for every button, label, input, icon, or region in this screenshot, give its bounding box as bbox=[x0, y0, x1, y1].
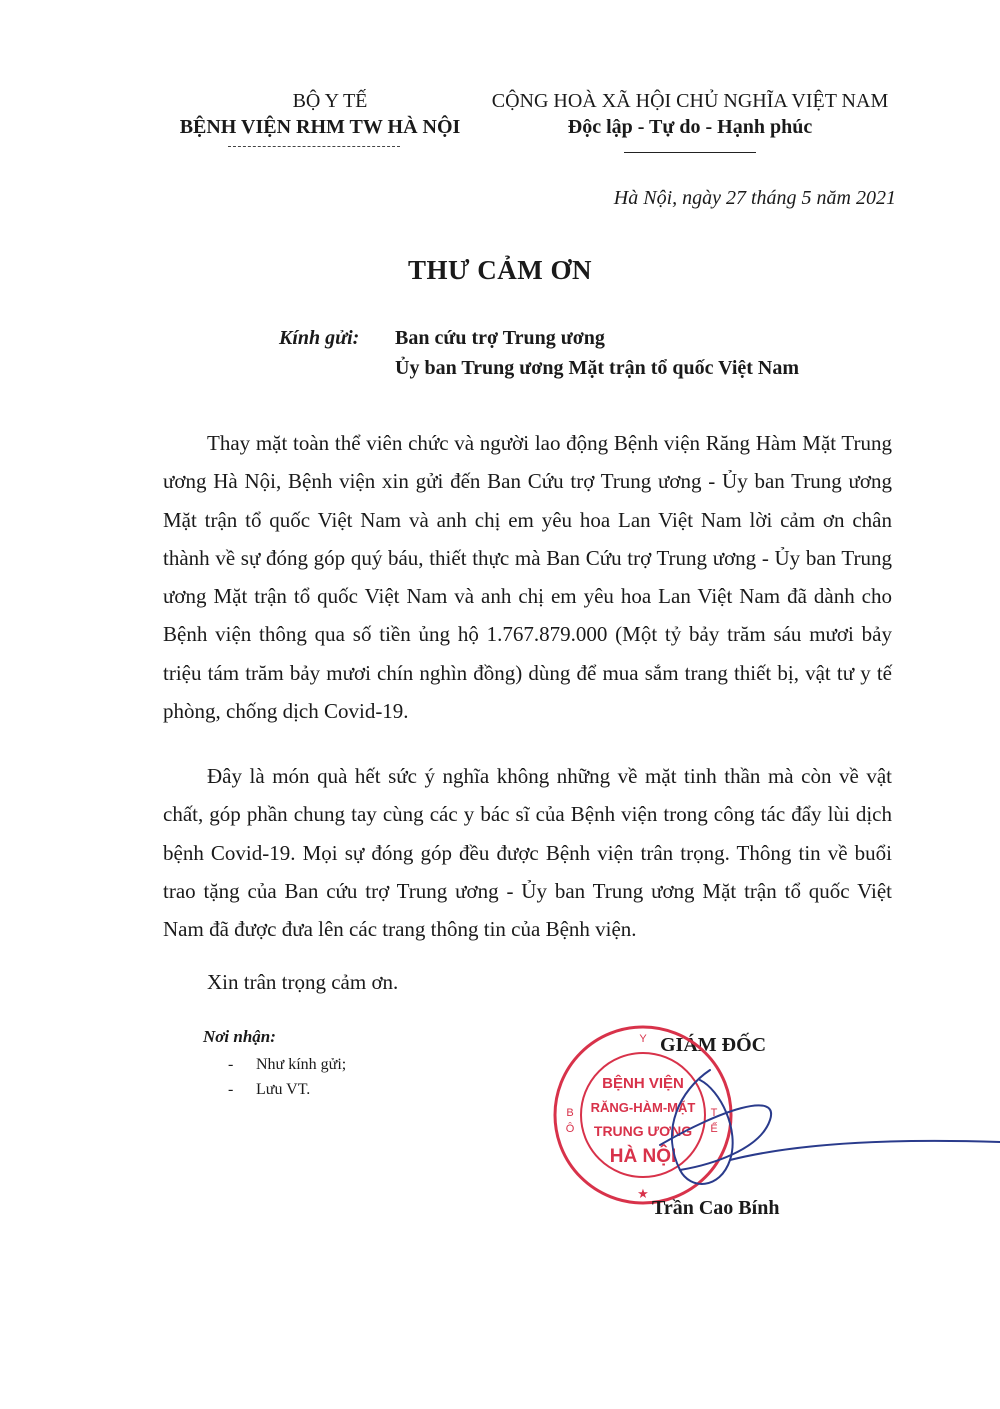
svg-text:T: T bbox=[710, 1107, 718, 1119]
date-line: Hà Nội, ngày 27 tháng 5 năm 2021 bbox=[613, 187, 896, 209]
svg-text:B: B bbox=[566, 1107, 574, 1119]
svg-text:Ế: Ế bbox=[710, 1123, 718, 1135]
ministry-name: BỘ Y TẾ bbox=[292, 90, 368, 112]
hospital-name: BỆNH VIỆN RHM TW HÀ NỘI bbox=[179, 116, 461, 138]
svg-text:BỆNH VIỆN: BỆNH VIỆN bbox=[602, 1075, 684, 1092]
list-item: - Như kính gửi; bbox=[228, 1052, 346, 1077]
national-motto: Độc lập - Tự do - Hạnh phúc bbox=[567, 116, 813, 138]
svg-text:★: ★ bbox=[637, 1186, 649, 1201]
letter-title: THƯ CẢM ƠN bbox=[408, 255, 592, 285]
handwritten-signature bbox=[560, 1050, 1000, 1210]
recipient-label: Kính gửi: bbox=[279, 327, 360, 349]
body-paragraph-1: Thay mặt toàn thể viên chức và người lao động Bệnh viện Răng Hàm Mặt Trung ương Hà Nội, Bệnh viện xin gửi đến Ban Cứu trợ Trung ương - Ủy ban Trung ương Mặt trận tổ quốc Việt Nam và anh chị em yêu hoa Lan Việt Nam lời cảm ơn chân thành về sự đóng góp quý báu, thiết thực mà Ban Cứu trợ Trung ương - Ủy ban Trung ương Mặt trận tổ quốc Việt Nam và anh chị em yêu hoa Lan Việt Nam đã dành cho Bệnh viện thông qua số tiền ủng hộ 1.767.879.000 (Một tỷ bảy trăm sáu mươi bảy triệu tám trăm bảy mươi chín nghìn đồng) dùng để mua sắm trang thiết bị, vật tư y tế phòng, chống dịch Covid-19. bbox=[163, 431, 892, 724]
country-name: CỘNG HOÀ XÃ HỘI CHỦ NGHĨA VIỆT NAM bbox=[491, 90, 889, 112]
recipient-line-1: Ban cứu trợ Trung ương bbox=[395, 327, 605, 349]
recipients-list bbox=[228, 1052, 346, 1102]
svg-text:HÀ NỘI: HÀ NỘI bbox=[609, 1146, 677, 1167]
svg-text:Y: Y bbox=[639, 1033, 647, 1045]
svg-text:TRUNG ƯƠNG: TRUNG ƯƠNG bbox=[593, 1123, 693, 1139]
motto-underline bbox=[624, 152, 756, 153]
svg-text:RĂNG-HÀM-MẶT: RĂNG-HÀM-MẶT bbox=[590, 1100, 696, 1115]
body-paragraph-3: Xin trân trọng cảm ơn. bbox=[207, 970, 399, 994]
recipient-line-2: Ủy ban Trung ương Mặt trận tổ quốc Việt Nam bbox=[395, 357, 800, 379]
signer-position: GIÁM ĐỐC bbox=[660, 1034, 767, 1056]
svg-text:Ô: Ô bbox=[565, 1123, 575, 1135]
hospital-underline bbox=[228, 146, 400, 147]
signer-name: Trần Cao Bính bbox=[652, 1197, 780, 1219]
recipients-list-label: Nơi nhận: bbox=[203, 1027, 276, 1046]
body-paragraph-2: Đây là món quà hết sức ý nghĩa không những về mặt tinh thần mà còn về vật chất, góp phần chung tay cùng các y bác sĩ của Bệnh viện trong công tác đẩy lùi dịch bệnh Covid-19. Mọi sự đóng góp đều được Bệnh viện trân trọng. Thông tin về buổi trao tặng của Ban cứu trợ Trung ương - Ủy ban Trung ương Mặt trận tổ quốc Việt Nam đã được đưa lên các trang thông tin của Bệnh viện. bbox=[163, 764, 892, 942]
list-item: - Lưu VT. bbox=[228, 1077, 346, 1102]
